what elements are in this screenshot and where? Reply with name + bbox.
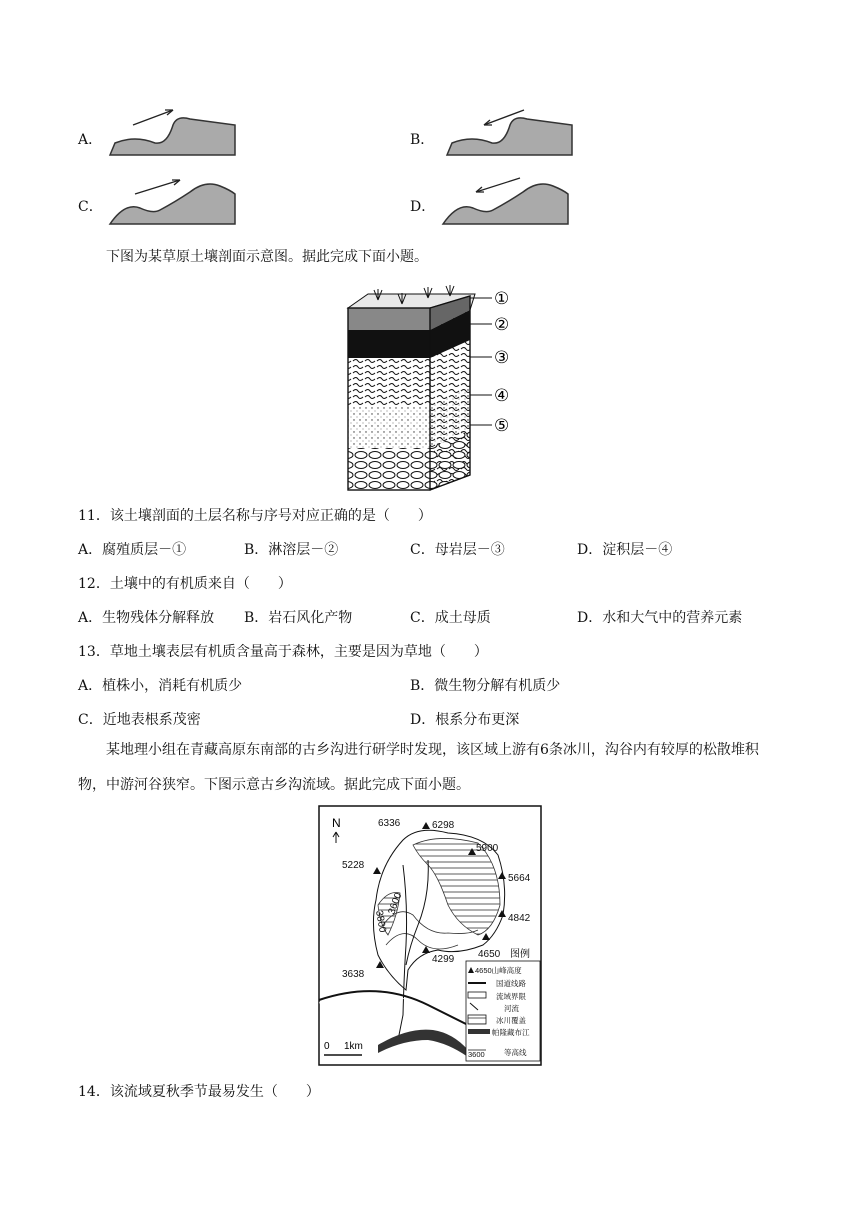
q11-stem: 11．该土壤剖面的土层名称与序号对应正确的是（ ） bbox=[78, 508, 432, 524]
q13-option-c[interactable]: C．近地表根系茂密 bbox=[78, 712, 201, 728]
option-letter-c: C． bbox=[78, 199, 103, 215]
q12-stem: 12．土壤中的有机质来自（ ） bbox=[78, 576, 292, 592]
legend-glacier: 冰川覆盖 bbox=[496, 1016, 526, 1025]
soil-label-1: ① bbox=[494, 289, 510, 308]
peak-label: 3638 bbox=[342, 969, 365, 980]
q13-option-b[interactable]: B．微生物分解有机质少 bbox=[410, 678, 561, 694]
option-letter-d: D． bbox=[410, 199, 436, 215]
intro-soil: 下图为某草原土壤剖面示意图。据此完成下面小题。 bbox=[106, 249, 428, 265]
legend-title: 图例 bbox=[510, 949, 530, 960]
basin-map-figure bbox=[318, 805, 542, 1067]
q12-option-c[interactable]: C．成土母质 bbox=[410, 610, 491, 626]
q12-option-b[interactable]: B．岩石风化产物 bbox=[244, 610, 353, 626]
q13-stem: 13．草地土壤表层有机质含量高于森林，主要是因为草地（ ） bbox=[78, 644, 488, 660]
option-letter-a: A． bbox=[78, 132, 103, 148]
scale-zero: 0 bbox=[324, 1041, 330, 1052]
peak-label: 6336 bbox=[378, 818, 401, 829]
q12-option-a[interactable]: A．生物残体分解释放 bbox=[78, 610, 215, 626]
peak-label: 6298 bbox=[432, 820, 455, 831]
soil-profile-figure bbox=[340, 280, 530, 495]
soil-label-5: ⑤ bbox=[494, 416, 510, 435]
legend-parlung: 帕隆藏布江 bbox=[492, 1028, 530, 1037]
intro-guxiang: 某地理小组在青藏高原东南部的古乡沟进行研学时发现，该区域上游有6条冰川，沟谷内有较厚的松散堆积物，中游河谷狭窄。下图示意古乡沟流域。据此完成下面小题。 bbox=[78, 742, 759, 793]
q11-option-a[interactable]: A．腐殖质层－① bbox=[78, 542, 187, 558]
legend-river: 河流 bbox=[504, 1004, 519, 1013]
peak-label: 4650 bbox=[478, 949, 501, 960]
soil-label-4: ④ bbox=[494, 386, 510, 405]
soil-label-3: ③ bbox=[494, 348, 510, 367]
legend-highway: 国道线路 bbox=[496, 979, 526, 988]
legend-peak: 4650山峰高度 bbox=[475, 966, 522, 975]
legend-contour-sample: 3600 bbox=[468, 1050, 485, 1059]
q11-option-d[interactable]: D．淀积层－④ bbox=[577, 542, 673, 558]
q13-option-a[interactable]: A．植株小，消耗有机质少 bbox=[78, 678, 243, 694]
q11-option-b[interactable]: B．淋溶层－② bbox=[244, 542, 339, 558]
contour-label: 3800 bbox=[373, 909, 388, 934]
peak-label: 4842 bbox=[508, 913, 531, 924]
peak-label: 5900 bbox=[476, 843, 499, 854]
legend-boundary: 流域界限 bbox=[496, 992, 526, 1001]
peak-label: 5664 bbox=[508, 873, 531, 884]
scale-km: 1km bbox=[344, 1041, 363, 1052]
legend-contour: 等高线 bbox=[504, 1048, 527, 1057]
option-letter-b: B． bbox=[410, 132, 435, 148]
q14-stem: 14．该流域夏秋季节最易发生（ ） bbox=[78, 1084, 320, 1100]
terrain-c-figure bbox=[105, 172, 240, 230]
peak-label: 4299 bbox=[432, 954, 455, 965]
terrain-a-figure bbox=[105, 105, 240, 160]
terrain-b-figure bbox=[442, 105, 577, 160]
peak-label: 5228 bbox=[342, 860, 365, 871]
q12-option-d[interactable]: D．水和大气中的营养元素 bbox=[577, 610, 743, 626]
map-north-label: N bbox=[332, 816, 341, 830]
terrain-d-figure bbox=[438, 172, 573, 230]
q13-option-d[interactable]: D．根系分布更深 bbox=[410, 712, 520, 728]
soil-label-2: ② bbox=[494, 315, 510, 334]
q11-option-c[interactable]: C．母岩层－③ bbox=[410, 542, 505, 558]
contour-label: 3600 bbox=[386, 891, 405, 917]
